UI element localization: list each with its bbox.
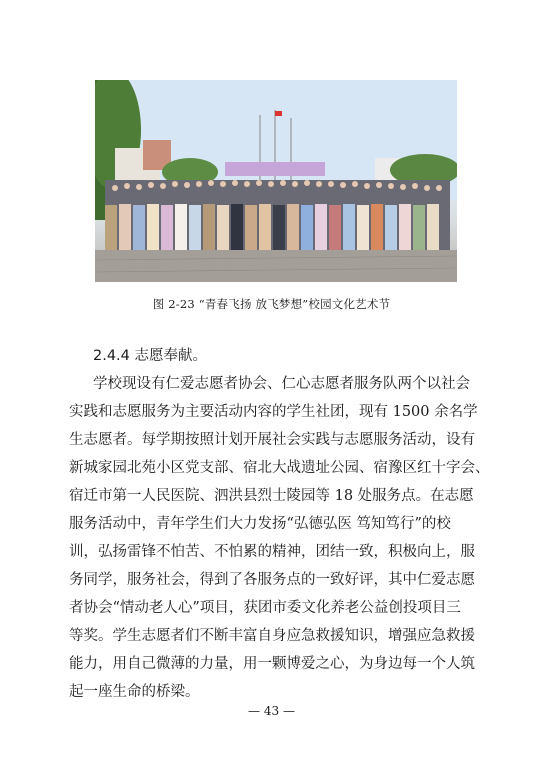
paragraph-line: 起一座生命的桥梁。 — [69, 684, 200, 700]
paragraph-line: 能力，用自己微薄的力量，用一颗博爱之心，为身边每一个人筑 — [69, 656, 475, 672]
paragraph-line: 新城家园北苑小区党支部、宿北大战遗址公园、宿豫区红十字会、 — [69, 460, 490, 476]
paragraph-line: 务同学，服务社会，得到了各服务点的一致好评，其中仁爱志愿 — [69, 572, 475, 588]
group-photo — [95, 80, 457, 282]
section-heading: 2.4.4 志愿奉献。 — [93, 348, 208, 364]
paragraph-line: 生志愿者。每学期按照计划开展社会实践与志愿服务活动，设有 — [69, 432, 475, 448]
figure-caption: 图 2-23 “青春飞扬 放飞梦想”校园文化艺术节 — [152, 297, 391, 311]
paragraph-line: 服务活动中，青年学生们大力发扬“弘德弘医 笃知笃行”的校 — [69, 516, 451, 532]
paragraph-line: 者协会“情动老人心”项目，获团市委文化养老公益创投项目三 — [69, 600, 461, 616]
paragraph-line: 等奖。学生志愿者们不断丰富自身应急救援知识，增强应急救援 — [69, 628, 475, 644]
paragraph-line: 宿迁市第一人民医院、泗洪县烈士陵园等 18 处服务点。在志愿 — [69, 488, 474, 504]
paragraph-line: 训，弘扬雷锋不怕苦、不怕累的精神，团结一致，积极向上，服 — [69, 544, 475, 560]
page-number: — 43 — — [248, 704, 295, 718]
paragraph-line: 实践和志愿服务为主要活动内容的学生社团，现有 1500 余名学 — [69, 404, 478, 420]
paragraph-line: 学校现设有仁爱志愿者协会、仁心志愿者服务队两个以社会 — [93, 376, 470, 392]
